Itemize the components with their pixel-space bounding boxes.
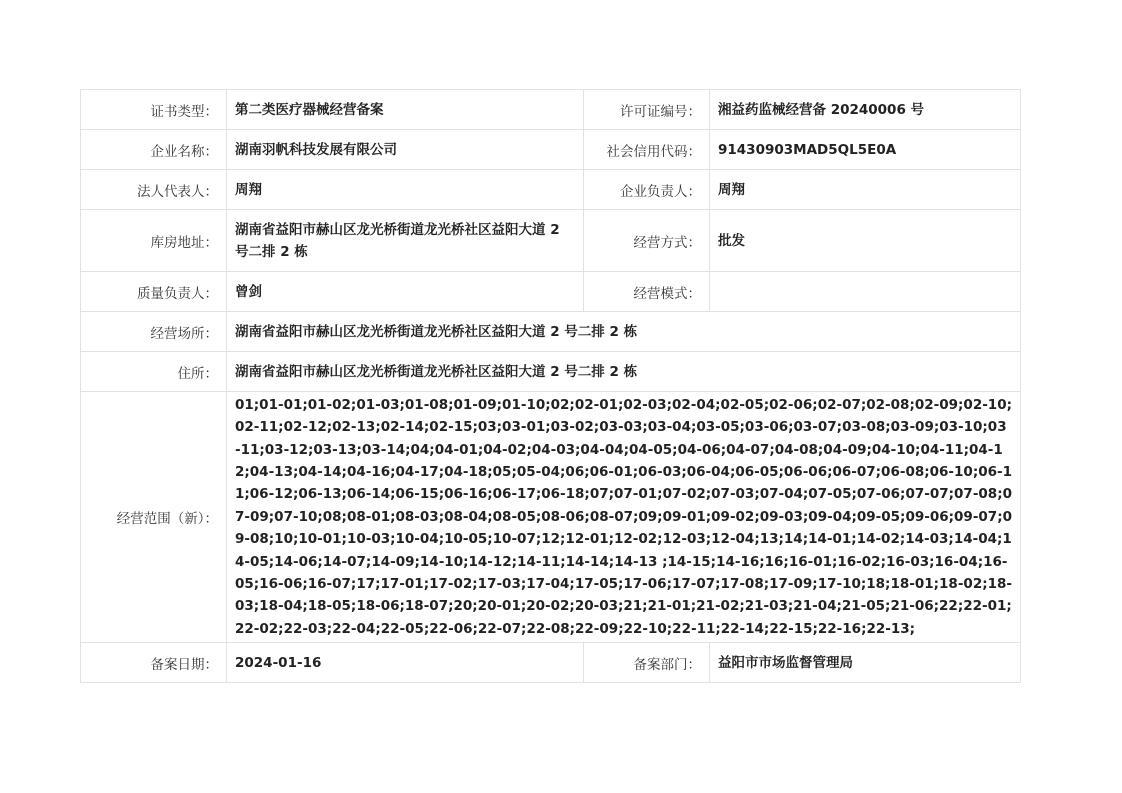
company-head-label: 企业负责人： [584, 170, 710, 210]
row-warehouse [81, 210, 1021, 272]
row-representatives [81, 170, 1021, 210]
legal-rep-label: 法人代表人： [81, 170, 227, 210]
company-head-value: 周翔 [710, 170, 1021, 210]
row-residence [81, 352, 1021, 392]
filing-dept-label: 备案部门： [584, 643, 710, 683]
residence-value: 湖南省益阳市赫山区龙光桥街道龙光桥社区益阳大道 2 号二排 2 栋 [227, 352, 1021, 392]
business-mode-label: 经营模式： [584, 272, 710, 312]
credit-code-value: 91430903MAD5QL5E0A [710, 130, 1021, 170]
license-no-value: 湘益药监械经营备 20240006 号 [710, 90, 1021, 130]
filing-dept-value: 益阳市市场监督管理局 [710, 643, 1021, 683]
license-no-label: 许可证编号： [584, 90, 710, 130]
cert-type-label: 证书类型： [81, 90, 227, 130]
row-company [81, 130, 1021, 170]
legal-rep-value: 周翔 [227, 170, 584, 210]
residence-label: 住所： [81, 352, 227, 392]
warehouse-addr-label: 库房地址： [81, 210, 227, 272]
business-method-label: 经营方式： [584, 210, 710, 272]
company-name-value: 湖南羽帆科技发展有限公司 [227, 130, 584, 170]
cert-type-value: 第二类医疗器械经营备案 [227, 90, 584, 130]
business-place-label: 经营场所： [81, 312, 227, 352]
row-business-place [81, 312, 1021, 352]
credit-code-label: 社会信用代码： [584, 130, 710, 170]
business-mode-value [710, 272, 1021, 312]
filing-record-table [80, 89, 1021, 683]
warehouse-addr-value: 湖南省益阳市赫山区龙光桥街道龙光桥社区益阳大道 2 号二排 2 栋 [227, 210, 584, 272]
row-business-scope [81, 392, 1021, 643]
row-cert-type [81, 90, 1021, 130]
row-filing [81, 643, 1021, 683]
row-quality [81, 272, 1021, 312]
quality-head-value: 曾剑 [227, 272, 584, 312]
quality-head-label: 质量负责人： [81, 272, 227, 312]
business-method-value: 批发 [710, 210, 1021, 272]
business-place-value: 湖南省益阳市赫山区龙光桥街道龙光桥社区益阳大道 2 号二排 2 栋 [227, 312, 1021, 352]
business-scope-value: 01;01-01;01-02;01-03;01-08;01-09;01-10;02;02-01;02-03;02-04;02-05;02-06;02-07;02-08;02-09;02-10;02-11;02-12;02-13;02-14;02-15;03;03-01;03-02;03-03;03-04;03-05;03-06;03-07;03-08;03-09;03-10;03-11;03-12;03-13;03-14;04;04-01;04-02;04-03;04-04;04-05;04-06;04-07;04-08;04-09;04-10;04-11;04-12;04-13;04-14;04-16;04-17;04-18;05;05-04;06;06-01;06-03;06-04;06-05;06-06;06-07;06-08;06-10;06-11;06-12;06-13;06-14;06-15;06-16;06-17;06-18;07;07-01;07-02;07-03;07-04;07-05;07-06;07-07;07-08;07-09;07-10;08;08-01;08-03;08-04;08-05;08-06;08-07;09;09-01;09-02;09-03;09-04;09-05;09-06;09-07;09-08;10;10-01;10-03;10-04;10-05;10-07;12;12-01;12-02;12-03;12-04;13;14;14-01;14-02;14-03;14-04;14-05;14-06;14-07;14-09;14-10;14-12;14-11;14-14;14-13 ;14-15;14-16;16;16-01;16-02;16-03;16-04;16-05;16-06;16-07;17;17-01;17-02;17-03;17-04;17-05;17-06;17-07;17-08;17-09;17-10;18;18-01;18-02;18-03;18-04;18-05;18-06;18-07;20;20-01;20-02;20-03;21;21-01;21-02;21-03;21-04;21-05;21-06;22;22-01;22-02;22-03;22-04;22-05;22-06;22-07;22-08;22-09;22-10;22-11;22-14;22-15;22-16;22-13; [227, 392, 1021, 643]
filing-date-label: 备案日期： [81, 643, 227, 683]
filing-date-value: 2024-01-16 [227, 643, 584, 683]
company-name-label: 企业名称： [81, 130, 227, 170]
business-scope-label: 经营范围（新）： [81, 392, 227, 643]
